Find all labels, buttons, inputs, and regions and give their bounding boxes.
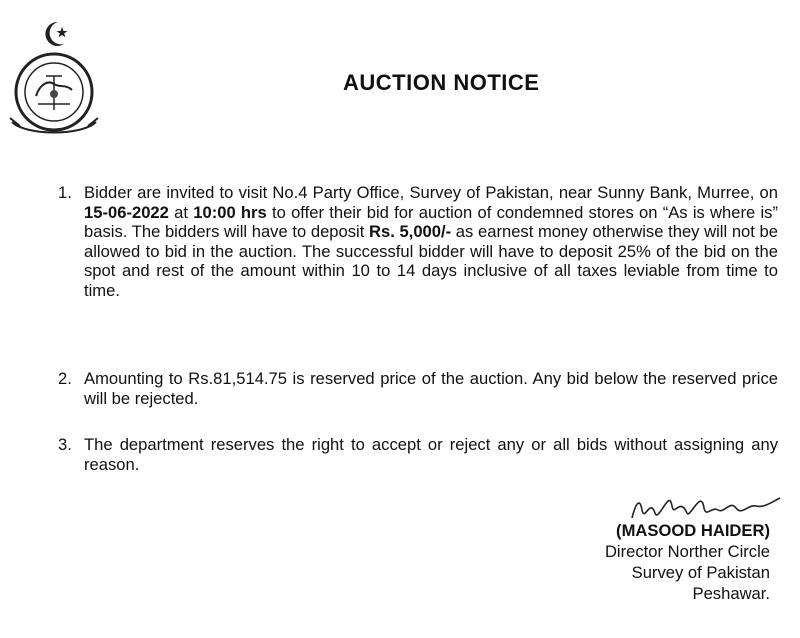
notice-item-2 xyxy=(58,369,778,408)
earnest-money-amount: Rs. 5,000/- xyxy=(369,222,452,241)
crescent-star-icon xyxy=(45,22,67,46)
item-text: Bidder are invited to visit No.4 Party Office, Survey of Pakistan, near Sunny Bank, Murree, on 15-06-2022 at 10:00 hrs to offer their bid for auction of condemned stores on “As is where is” basis. The bidders will have to deposit Rs. 5,000/- as earnest money otherwise they will not be allowed to bid in the auction. The successful bidder will have to deposit 25% of the bid on the spot and rest of the amount within 10 to 14 days inclusive of all taxes leviable from time to time. xyxy=(84,183,779,300)
notice-item-1 xyxy=(58,183,778,300)
item-number: 2. xyxy=(58,369,72,388)
auction-date: 15-06-2022 xyxy=(84,202,169,222)
signatory-name: (MASOOD HAIDER) xyxy=(616,521,770,540)
signatory-city: Peshawar. xyxy=(692,584,770,603)
survey-of-pakistan-emblem xyxy=(6,14,102,138)
notice-item-3 xyxy=(58,435,778,474)
notice-title: AUCTION NOTICE xyxy=(343,70,540,95)
item-number: 1. xyxy=(58,183,72,202)
item-text: The department reserves the right to accept or reject any or all bids without assigning any reason. xyxy=(84,435,778,474)
item-text: Amounting to Rs.81,514.75 is reserved price of the auction. Any bid below the reserved price will be rejected. xyxy=(84,369,778,408)
auction-time: 10:00 hrs xyxy=(193,202,267,222)
item-number: 3. xyxy=(58,435,72,454)
signatory-organization: Survey of Pakistan xyxy=(631,563,770,582)
signatory-designation: Director Norther Circle xyxy=(604,542,770,561)
emblem-seal xyxy=(16,54,92,130)
signature-block xyxy=(605,520,770,604)
